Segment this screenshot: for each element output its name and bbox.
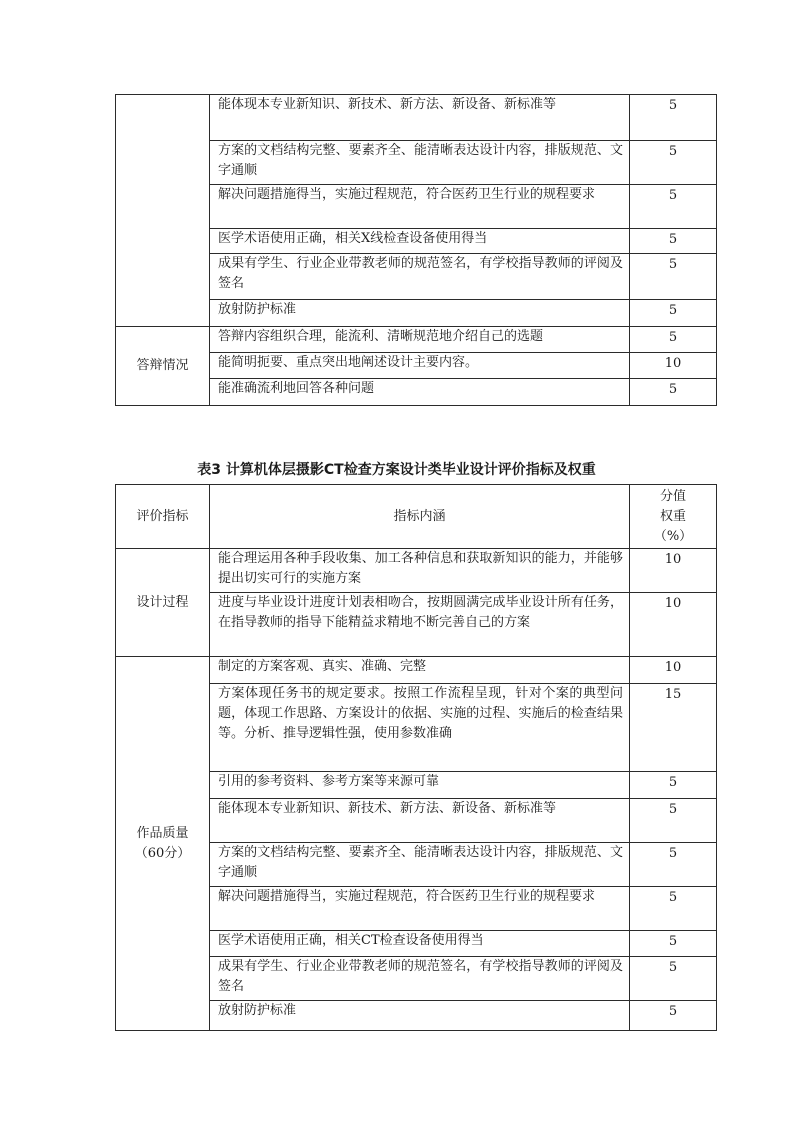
weight-value: 10 (630, 657, 717, 684)
indicator-content: 制定的方案客观、真实、准确、完整 (210, 657, 630, 684)
weight-value: 5 (630, 772, 717, 799)
indicator-content: 能体现本专业新知识、新技术、新方法、新设备、新标准等 (210, 95, 630, 141)
evaluation-table-3 (115, 484, 717, 1031)
weight-value: 5 (630, 95, 717, 141)
table-row (116, 327, 717, 353)
weight-value: 5 (630, 1001, 717, 1031)
indicator-content: 方案的文档结构完整、要素齐全、能清晰表达设计内容，排版规范、文字通顺 (210, 843, 630, 887)
indicator-content: 医学术语使用正确，相关CT检查设备使用得当 (210, 931, 630, 957)
category-work-quality (116, 657, 210, 1031)
header-weight (630, 485, 717, 549)
weight-value: 10 (630, 549, 717, 593)
header-content: 指标内涵 (210, 485, 630, 549)
indicator-content: 进度与毕业设计进度计划表相吻合，按期圆满完成毕业设计所有任务，在指导教师的指导下能精益求精地不断完善自己的方案 (210, 593, 630, 657)
weight-value: 5 (630, 185, 717, 229)
weight-value: 5 (630, 300, 717, 327)
weight-value: 5 (630, 327, 717, 353)
indicator-content: 放射防护标准 (210, 300, 630, 327)
weight-value: 5 (630, 229, 717, 254)
weight-value: 5 (630, 254, 717, 300)
header-indicator: 评价指标 (116, 485, 210, 549)
weight-value: 10 (630, 353, 717, 379)
header-weight-line1: 分值 (659, 488, 686, 504)
table-row (116, 549, 717, 593)
weight-value: 10 (630, 593, 717, 657)
weight-value: 5 (630, 843, 717, 887)
weight-value: 5 (630, 957, 717, 1001)
indicator-content: 能准确流利地回答各种问题 (210, 379, 630, 406)
weight-value: 5 (630, 931, 717, 957)
table-row (116, 95, 717, 141)
category-cell-blank (116, 95, 210, 327)
weight-value: 5 (630, 799, 717, 843)
indicator-content: 引用的参考资料、参考方案等来源可靠 (210, 772, 630, 799)
header-weight-line2: 权重 (659, 508, 686, 524)
indicator-content: 放射防护标准 (210, 1001, 630, 1031)
indicator-content: 能体现本专业新知识、新技术、新方法、新设备、新标准等 (210, 799, 630, 843)
table-caption: 表3 计算机体层摄影CT检查方案设计类毕业设计评价指标及权重 (197, 462, 596, 478)
indicator-content: 解决问题措施得当，实施过程规范，符合医药卫生行业的规程要求 (210, 887, 630, 931)
evaluation-table-continued (115, 94, 717, 406)
indicator-content: 方案的文档结构完整、要素齐全、能清晰表达设计内容，排版规范、文字通顺 (210, 141, 630, 185)
indicator-content: 能简明扼要、重点突出地阐述设计主要内容。 (210, 353, 630, 379)
weight-value: 15 (630, 684, 717, 772)
indicator-content: 成果有学生、行业企业带教老师的规范签名，有学校指导教师的评阅及签名 (210, 957, 630, 1001)
header-row (116, 485, 717, 549)
weight-value: 5 (630, 379, 717, 406)
weight-value: 5 (630, 141, 717, 185)
category-design-process: 设计过程 (116, 549, 210, 657)
header-weight-line3: （%） (653, 528, 693, 544)
indicator-content: 成果有学生、行业企业带教老师的规范签名，有学校指导教师的评阅及签名 (210, 254, 630, 300)
weight-value: 5 (630, 887, 717, 931)
indicator-content: 能合理运用各种手段收集、加工各种信息和获取新知识的能力，并能够提出切实可行的实施方案 (210, 549, 630, 593)
category-work-quality-line1: 作品质量 (136, 825, 189, 841)
indicator-content: 医学术语使用正确，相关X线检查设备使用得当 (210, 229, 630, 254)
category-defense: 答辩情况 (116, 327, 210, 406)
category-work-quality-line2: （60分） (134, 845, 191, 861)
indicator-content: 解决问题措施得当，实施过程规范，符合医药卫生行业的规程要求 (210, 185, 630, 229)
indicator-content: 方案体现任务书的规定要求。按照工作流程呈现，针对个案的典型问题，体现工作思路、方案设计的依据、实施的过程、实施后的检查结果等。分析、推导逻辑性强，使用参数准确 (210, 684, 630, 772)
indicator-content: 答辩内容组织合理，能流利、清晰规范地介绍自己的选题 (210, 327, 630, 353)
table-row (116, 657, 717, 684)
